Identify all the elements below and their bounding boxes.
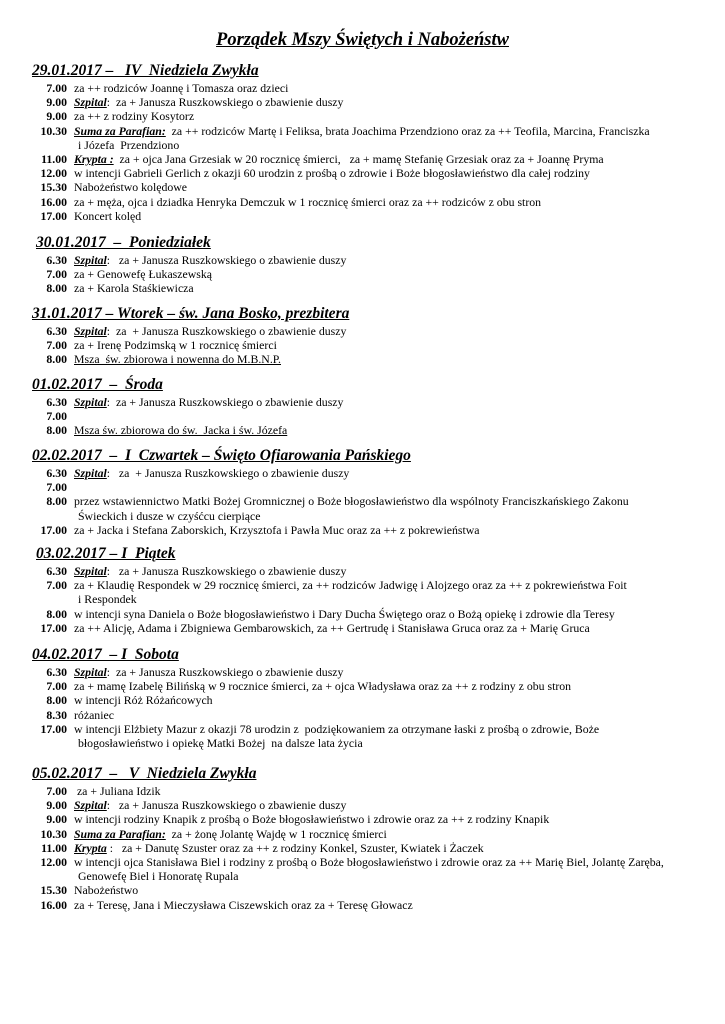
intention-text: : za + Janusza Ruszkowskiego o zbawienie duszy <box>106 324 347 338</box>
intention-text: Genowefę Biel i Honoratę Rupala <box>78 869 239 884</box>
intention-text: : za + Janusza Ruszkowskiego o zbawienie duszy <box>106 665 344 679</box>
mass-time: 7.00 <box>46 338 67 353</box>
mass-intention <box>74 621 590 635</box>
mass-intention <box>78 736 363 750</box>
day-heading: 04.02.2017 – I Sobota <box>32 646 179 663</box>
intention-text: : za + Janusza Ruszkowskiego o zbawienie duszy <box>106 798 347 813</box>
location-label: Szpital <box>74 253 107 267</box>
mass-time: 11.00 <box>41 152 67 166</box>
page-title: Porządek Mszy Świętych i Nabożeństw <box>216 30 509 50</box>
intention-text: za ++ Alicję, Adama i Zbigniewa Gembarowskich, za ++ Gertrudę i Stanisława Gruca oraz za + Marię Gruca <box>74 620 590 635</box>
mass-time: 12.00 <box>40 166 67 181</box>
location-label: Szpital <box>74 466 107 480</box>
intention-text: za + Juliana Idzik <box>74 784 161 798</box>
mass-time: 7.00 <box>46 81 67 95</box>
mass-time: 17.00 <box>40 208 67 223</box>
mass-intention <box>74 466 349 480</box>
day-heading: 03.02.2017 – I Piątek <box>36 545 176 562</box>
mass-intention <box>74 693 213 707</box>
mass-intention <box>74 166 590 180</box>
mass-time: 11.00 <box>41 840 67 855</box>
mass-time: 8.00 <box>46 693 67 708</box>
mass-intention <box>74 395 343 409</box>
mass-intention <box>74 209 141 223</box>
mass-intention <box>78 869 239 883</box>
intention-text: Nabożeństwo kolędowe <box>74 180 188 195</box>
mass-intention <box>74 267 212 281</box>
mass-intention <box>74 708 114 722</box>
mass-time: 8.00 <box>46 494 67 509</box>
intention-text: za + Genowefę Łukaszewską <box>74 267 212 282</box>
intention-text: w intencji syna Daniela o Boże błogosławieństwo i Dary Ducha Świętego oraz o Bożą opiekę i zdrowie dla Teresy <box>74 606 615 621</box>
mass-intention <box>74 152 604 166</box>
intention-text: przez wstawiennictwo Matki Bożej Gromnicznej o Boże błogosławieństwo dla wspólnoty Franciszkańskiego Zakonu <box>74 494 629 509</box>
mass-intention <box>78 138 179 152</box>
intention-text: Koncert kolęd <box>74 208 142 223</box>
mass-time: 7.00 <box>46 578 67 593</box>
intention-text: za + Karola Staśkiewicza <box>74 281 194 296</box>
intention-text: za + Irenę Podzimską w 1 rocznicę śmierci <box>74 338 277 353</box>
mass-intention <box>74 812 549 826</box>
mass-time: 7.00 <box>46 480 67 495</box>
mass-time: 8.30 <box>46 707 67 722</box>
mass-time: 6.30 <box>46 665 67 679</box>
intention-text: za + mamę Izabelę Bilińską w 9 rocznice śmierci, za + ojca Władysława oraz za ++ z rodziny z obu stron <box>74 679 572 694</box>
mass-time: 15.30 <box>40 180 67 195</box>
mass-time: 6.30 <box>46 324 67 338</box>
mass-time: 17.00 <box>40 721 67 736</box>
day-heading: 31.01.2017 – Wtorek – św. Jana Bosko, prezbitera <box>32 305 350 322</box>
mass-intention <box>74 253 346 267</box>
intention-text: : za + Janusza Ruszkowskiego o zbawienie duszy <box>106 466 350 480</box>
intention-text: za ++ rodziców Joannę i Tomasza oraz dzieci <box>74 81 289 95</box>
mass-intention <box>74 607 615 621</box>
mass-intention <box>74 578 627 592</box>
location-label: Krypta : <box>74 152 114 166</box>
mass-time: 16.00 <box>40 897 67 912</box>
mass-intention <box>74 195 541 209</box>
intention-text: w intencji Gabrieli Gerlich z okazji 60 urodzin z prośbą o zdrowie i Boże błogosławieństwo dla całej rodziny <box>74 166 590 181</box>
mass-time: 9.00 <box>46 95 67 110</box>
location-label: Suma za Parafian: <box>74 123 166 138</box>
mass-time: 6.30 <box>46 253 67 267</box>
mass-intention <box>74 883 138 897</box>
mass-intention <box>78 509 260 523</box>
mass-intention <box>74 95 343 109</box>
location-label: Szpital <box>74 564 107 578</box>
mass-time: 17.00 <box>40 620 67 635</box>
mass-intention <box>74 523 480 537</box>
mass-time: 16.00 <box>40 194 67 209</box>
intention-text: za + Jacka i Stefana Zaborskich, Krzysztofa i Pawła Muc oraz za ++ z pokrewieństwa <box>74 522 480 537</box>
day-heading: 01.02.2017 – Środa <box>32 376 163 393</box>
intention-text: Świeckich i dusze w czyśćcu cierpiące <box>78 508 261 523</box>
location-label: Szpital <box>74 395 107 409</box>
mass-intention <box>74 281 194 295</box>
intention-text: : za + Danutę Szuster oraz za ++ z rodziny Konkel, Szuster, Kwiatek i Żaczek <box>106 840 484 855</box>
intention-text: : za + Janusza Ruszkowskiego o zbawienie duszy <box>106 95 344 110</box>
mass-intention <box>74 494 629 508</box>
intention-text: w intencji Elżbiety Mazur z okazji 78 urodzin z podziękowaniem za otrzymane łaski z prośbą o zdrowie, Boże <box>74 721 600 736</box>
mass-intention <box>74 124 650 138</box>
intention-text: w intencji ojca Stanisława Biel i rodziny z prośbą o Boże błogosławieństwo i zdrowie oraz za ++ Marię Biel, Jolantę Zaręba, <box>74 855 664 869</box>
mass-intention <box>74 109 194 123</box>
intention-text: za ++ rodziców Martę i Feliksa, brata Joachima Przendziono oraz za ++ Teofila, Marcina, Franciszka <box>165 123 650 138</box>
mass-intention <box>74 855 664 869</box>
intention-text: za + męża, ojca i dziadka Henryka Demczuk w 1 rocznicę śmierci oraz za ++ rodziców z obu stron <box>74 194 542 209</box>
mass-time: 6.30 <box>46 395 67 409</box>
mass-time: 12.00 <box>40 855 67 869</box>
intention-text: Msza św. zbiorowa do św. Jacka i św. Józefa <box>74 423 288 438</box>
mass-intention <box>74 180 187 194</box>
mass-intention <box>74 679 571 693</box>
mass-time: 10.30 <box>40 123 67 138</box>
intention-text: w intencji rodziny Knapik z prośbą o Boże błogosławieństwo i zdrowie oraz za ++ z rodziny Knapik <box>74 812 550 827</box>
location-label: Krypta <box>74 840 107 855</box>
intention-text: za + ojca Jana Grzesiak w 20 rocznicę śmierci, za + mamę Stefanię Grzesiak oraz za + Joannę Pryma <box>113 152 604 166</box>
mass-intention <box>74 324 346 338</box>
mass-time: 7.00 <box>46 679 67 694</box>
mass-time: 9.00 <box>46 812 67 827</box>
intention-text: za + Teresę, Jana i Mieczysława Ciszewskich oraz za + Teresę Głowacz <box>74 897 413 912</box>
intention-text: Msza św. zbiorowa i nowenna do M.B.N.P. <box>74 352 281 367</box>
location-label: Suma za Parafian: <box>74 826 166 841</box>
mass-time: 7.00 <box>46 267 67 282</box>
mass-intention <box>74 338 277 352</box>
intention-text: Nabożeństwo <box>74 883 139 898</box>
location-label: Szpital <box>74 665 107 679</box>
intention-text: w intencji Róż Różańcowych <box>74 693 213 708</box>
intention-text: za + Klaudię Respondek w 29 rocznicę śmierci, za ++ rodziców Jadwigę i Alojzego oraz za ++ z pokrewieństwa Foit <box>74 578 627 593</box>
mass-intention <box>74 798 346 812</box>
intention-text: i Józefa Przendziono <box>78 137 180 152</box>
intention-text: za ++ z rodziny Kosytorz <box>74 109 195 124</box>
day-heading: 05.02.2017 – V Niedziela Zwykła <box>32 765 257 782</box>
intention-text: i Respondek <box>78 592 137 607</box>
mass-intention <box>74 841 484 855</box>
mass-time: 7.00 <box>46 409 67 424</box>
mass-time: 8.00 <box>46 606 67 621</box>
day-heading: 29.01.2017 – IV Niedziela Zwykła <box>32 62 259 79</box>
mass-intention <box>74 722 599 736</box>
mass-intention <box>78 592 137 606</box>
location-label: Szpital <box>74 798 107 813</box>
mass-time: 8.00 <box>46 281 67 296</box>
day-heading: 02.02.2017 – I Czwartek – Święto Ofiarowania Pańskiego <box>32 447 411 464</box>
mass-time: 10.30 <box>40 826 67 841</box>
mass-time: 17.00 <box>40 522 67 537</box>
intention-text: : za + Janusza Ruszkowskiego o zbawienie duszy <box>106 253 347 267</box>
intention-text: błogosławieństwo i opiekę Matki Bożej na dalsze lata życia <box>78 736 363 750</box>
mass-time: 7.00 <box>46 784 67 798</box>
location-label: Szpital <box>74 324 107 338</box>
mass-time: 15.30 <box>40 883 67 898</box>
mass-intention <box>74 352 281 366</box>
intention-text: za + żonę Jolantę Wajdę w 1 rocznicę śmierci <box>165 826 387 841</box>
mass-time: 6.30 <box>46 564 67 578</box>
intention-text: : za + Janusza Ruszkowskiego o zbawienie duszy <box>106 564 347 578</box>
mass-time: 6.30 <box>46 466 67 480</box>
mass-intention <box>74 564 346 578</box>
mass-time: 8.00 <box>46 423 67 438</box>
mass-intention <box>74 898 413 912</box>
intention-text: różaniec <box>74 707 114 722</box>
mass-time: 8.00 <box>46 352 67 367</box>
mass-intention <box>74 827 387 841</box>
mass-intention <box>74 665 343 679</box>
mass-intention <box>74 423 287 437</box>
mass-time: 9.00 <box>46 798 67 813</box>
location-label: Szpital <box>74 95 107 110</box>
mass-intention <box>74 81 288 95</box>
mass-time: 9.00 <box>46 109 67 124</box>
intention-text: : za + Janusza Ruszkowskiego o zbawienie duszy <box>106 395 344 409</box>
day-heading: 30.01.2017 – Poniedziałek <box>36 234 211 251</box>
mass-intention <box>74 784 161 798</box>
